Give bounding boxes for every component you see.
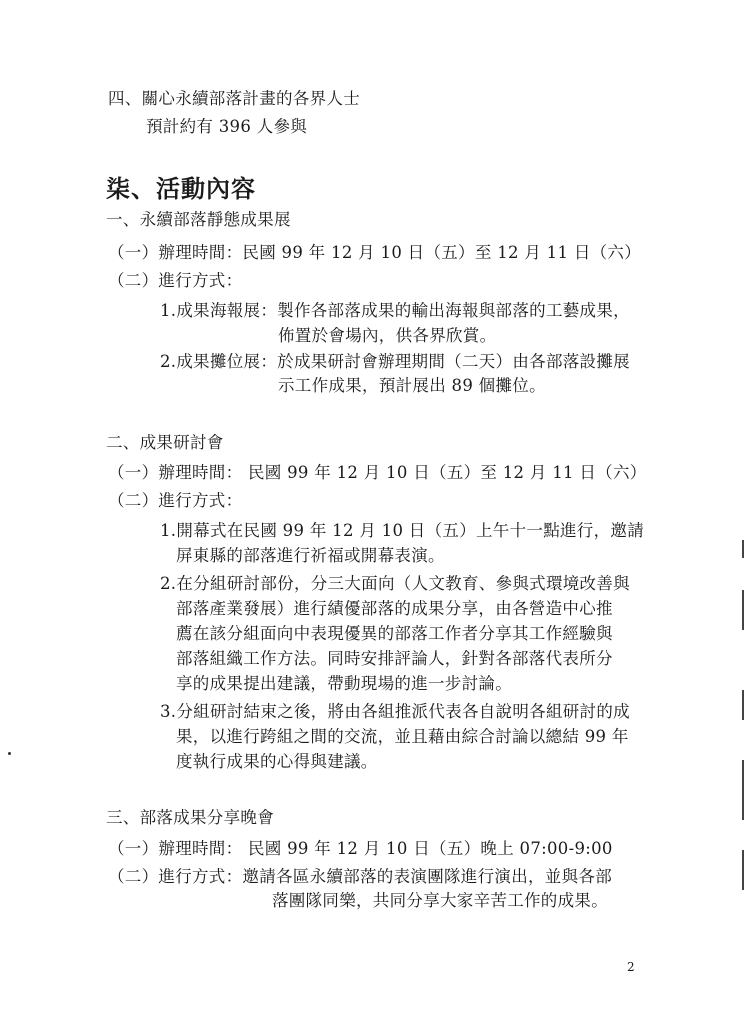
item1-time: （一）辦理時間：民國 99 年 12 月 10 日（五）至 12 月 11 日（六）: [108, 243, 642, 262]
item2-sub2-line5: 享的成果提出建議，帶動現場的進一步討論。: [176, 674, 512, 693]
item2-sub3-line2: 果，以進行跨組之間的交流，並且藉由綜合討論以總結 99 年: [176, 727, 629, 746]
item2-method: （二）進行方式：: [108, 491, 243, 510]
item1-method: （二）進行方式：: [108, 271, 243, 290]
section-four-heading: 四、關心永續部落計畫的各界人士: [108, 89, 360, 108]
item2-time: （一）辦理時間： 民國 99 年 12 月 10 日（五）至 12 月 11 日（六）: [108, 463, 647, 482]
item1-sub2-line2: 示工作成果，預計展出 89 個攤位。: [278, 376, 546, 395]
item1-sub2-line1: 2.成果攤位展：於成果研討會辦理期間（二天）由各部落設攤展: [160, 352, 630, 371]
item3-method-line2: 落團隊同樂，共同分享大家辛苦工作的成果。: [272, 891, 608, 910]
item2-sub3-line3: 度執行成果的心得與建議。: [176, 752, 378, 771]
item2-title: 二、成果研討會: [106, 433, 224, 452]
item3-method-line1: （二）進行方式：邀請各區永續部落的表演團隊進行演出，並與各部: [108, 867, 612, 886]
item2-sub2-line3: 薦在該分組面向中表現優異的部落工作者分享其工作經驗與: [176, 624, 613, 643]
item2-sub2-line4: 部落組織工作方法。同時安排評論人，針對各部落代表所分: [176, 649, 613, 668]
item2-sub1-line1: 1.開幕式在民國 99 年 12 月 10 日（五）上午十一點進行，邀請: [160, 521, 644, 540]
item1-sub1-line2: 佈置於會場內，供各界欣賞。: [278, 326, 497, 345]
item2-sub2-line1: 2.在分組研討部份，分三大面向（人文教育、參與式環境改善與: [160, 574, 630, 593]
item2-sub1-line2: 屏東縣的部落進行祈福或開幕表演。: [176, 546, 445, 565]
item1-sub1-line1: 1.成果海報展：製作各部落成果的輸出海報與部落的工藝成果，: [160, 301, 630, 320]
chapter-heading: 柒、活動內容: [106, 174, 256, 203]
item3-time: （一）辦理時間： 民國 99 年 12 月 10 日（五）晚上 07:00-9:00: [108, 839, 613, 858]
item1-title: 一、永續部落靜態成果展: [106, 210, 291, 229]
section-four-detail: 預計約有 396 人參與: [146, 117, 308, 136]
item2-sub3-line1: 3.分組研討結束之後，將由各組推派代表各自說明各組研討的成: [160, 702, 630, 721]
item2-sub2-line2: 部落產業發展）進行績優部落的成果分享，由各營造中心推: [176, 599, 613, 618]
scan-speck: [8, 752, 11, 755]
page-number: 2: [627, 960, 635, 974]
item3-title: 三、部落成果分享晚會: [106, 808, 274, 827]
